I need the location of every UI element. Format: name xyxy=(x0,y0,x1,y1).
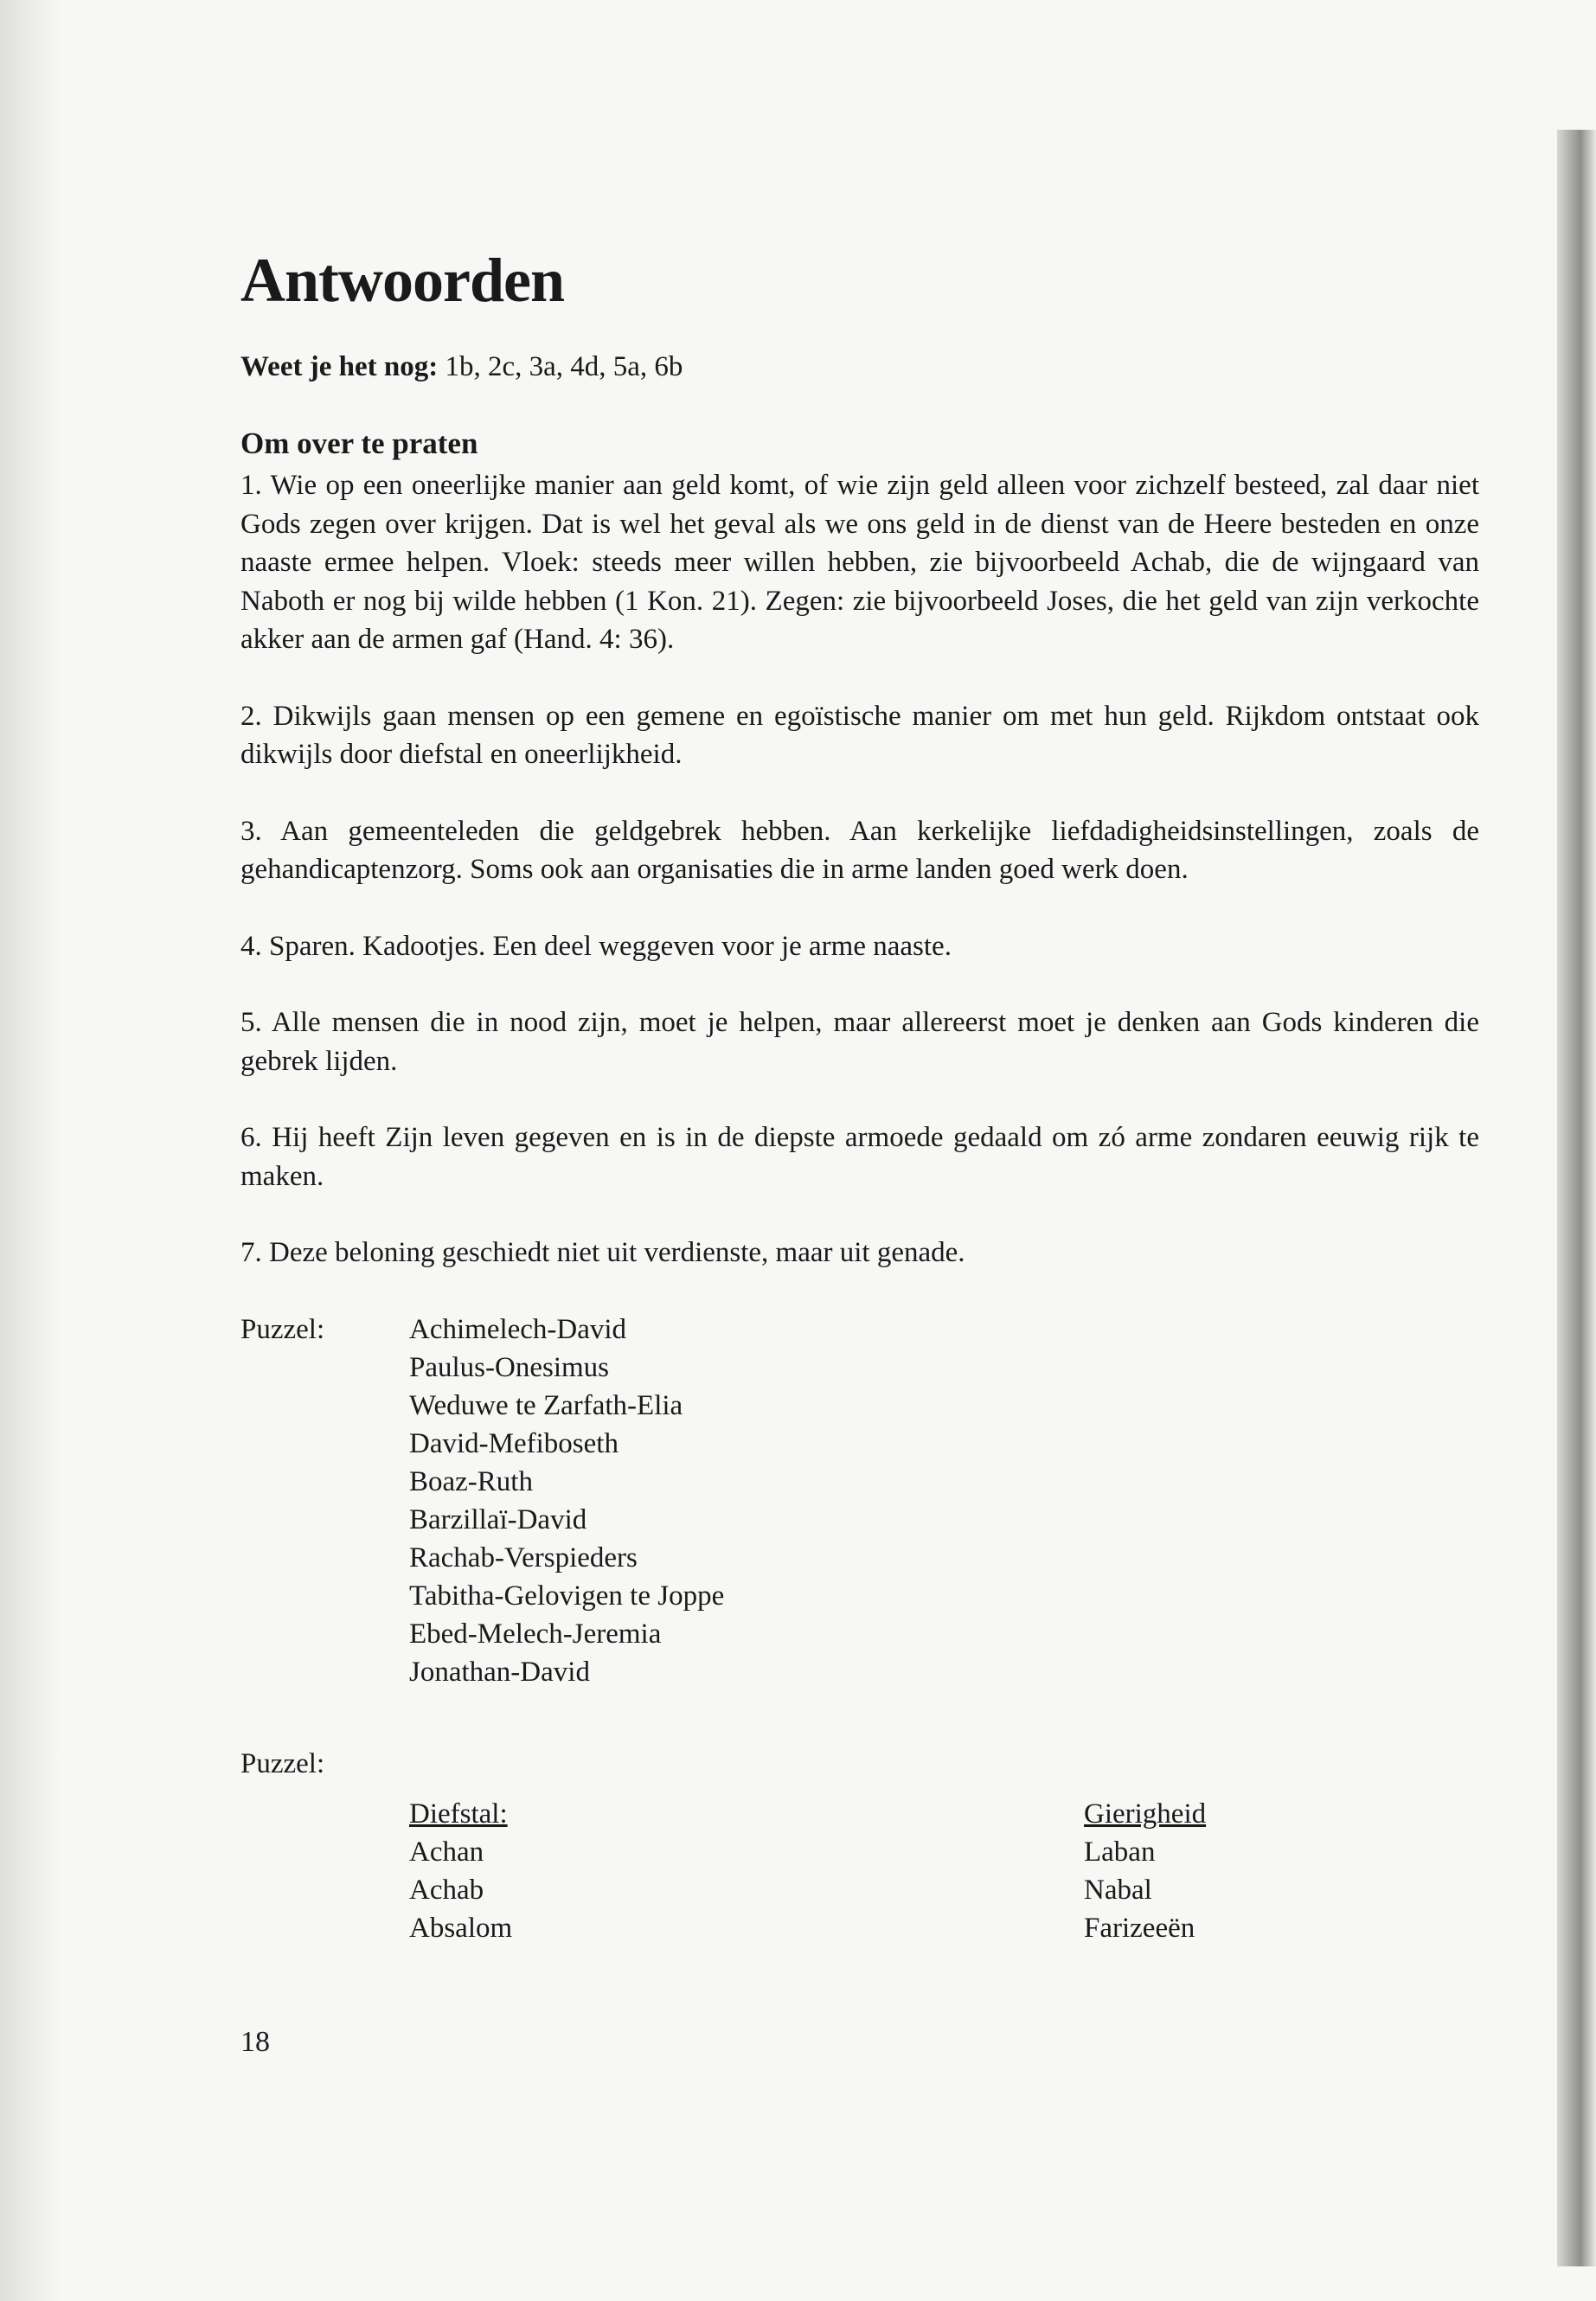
recall-answers: 1b, 2c, 3a, 4d, 5a, 6b xyxy=(445,351,683,383)
answer-1: 1. Wie op een oneerlijke manier aan geld komt, of wie zijn geld alleen voor zichzelf besteed, zal daar niet Gods zegen over krijgen. Dat is wel het geval als we ons geld in de dienst van de Heere besteden en onze naaste ermee helpen. Vloek: steeds meer willen hebben, zie bijvoorbeeld Achab, die de wijngaard van Naboth er nog bij wilde hebben (1 Kon. 21). Zegen: zie bijvoorbeeld Joses, die het geld van zijn verkochte akker aan de armen gaf (Hand. 4: 36). xyxy=(240,470,1479,656)
list-item: Boaz-Ruth xyxy=(409,1465,533,1497)
page-number: 18 xyxy=(240,2026,270,2058)
binding-gutter xyxy=(1557,130,1596,2266)
list-item: Achab xyxy=(409,1874,484,1906)
list-item: Farizeeën xyxy=(1084,1912,1195,1944)
list-item: Nabal xyxy=(1084,1874,1152,1906)
puzzle-label: Puzzel: xyxy=(240,1313,325,1345)
theft-column xyxy=(409,1795,512,1947)
list-item: Laban xyxy=(1084,1836,1156,1868)
list-item: Barzillaï-David xyxy=(409,1503,587,1535)
greed-column xyxy=(1084,1795,1206,1947)
puzzle-pairs-list xyxy=(409,1311,724,1691)
page-title: Antwoorden xyxy=(240,246,565,315)
theft-heading: Diefstal: xyxy=(409,1798,508,1830)
list-item: Achimelech-David xyxy=(409,1313,627,1345)
answer-4: 4. Sparen. Kadootjes. Een deel weggeven voor je arme naaste. xyxy=(240,930,952,962)
answer-7: 7. Deze beloning geschiedt niet uit verdienste, maar uit genade. xyxy=(240,1237,965,1269)
recall-label: Weet je het nog: xyxy=(240,351,439,383)
list-item: Absalom xyxy=(409,1912,513,1944)
answer-5: 5. Alle mensen die in nood zijn, moet je helpen, maar allereerst moet je denken aan Gods kinderen die gebrek lijden. xyxy=(240,1007,1479,1077)
greed-heading: Gierigheid xyxy=(1084,1798,1207,1830)
puzzle-sorting-section xyxy=(240,1745,1479,1952)
scan-left-shadow xyxy=(0,0,61,2301)
list-item: Tabitha-Gelovigen te Joppe xyxy=(409,1580,725,1612)
puzzle-label: Puzzel: xyxy=(240,1747,325,1779)
list-item: David-Mefiboseth xyxy=(409,1427,619,1459)
recall-line xyxy=(240,351,1479,383)
page-content xyxy=(240,247,1479,1952)
answer-3: 3. Aan gemeenteleden die geldgebrek hebben. Aan kerkelijke liefdadigheidsinstellingen, zoals de gehandicaptenzorg. Soms ook aan organisaties die in arme landen goed werk doen. xyxy=(240,815,1479,886)
list-item: Jonathan-David xyxy=(409,1656,590,1688)
list-item: Ebed-Melech-Jeremia xyxy=(409,1618,662,1650)
answer-6: 6. Hij heeft Zijn leven gegeven en is in de diepste armoede gedaald om zó arme zondaren eeuwig rijk te maken. xyxy=(240,1122,1479,1192)
list-item: Paulus-Onesimus xyxy=(409,1351,609,1383)
discussion-heading: Om over te praten xyxy=(240,426,478,461)
answer-2: 2. Dikwijls gaan mensen op een gemene en egoïstische manier om met hun geld. Rijkdom ontstaat ook dikwijls door diefstal en oneerlijkheid. xyxy=(240,700,1479,771)
puzzle-matching-section xyxy=(240,1311,1479,1717)
list-item: Rachab-Verspieders xyxy=(409,1541,638,1574)
list-item: Achan xyxy=(409,1836,484,1868)
list-item: Weduwe te Zarfath-Elia xyxy=(409,1389,683,1421)
